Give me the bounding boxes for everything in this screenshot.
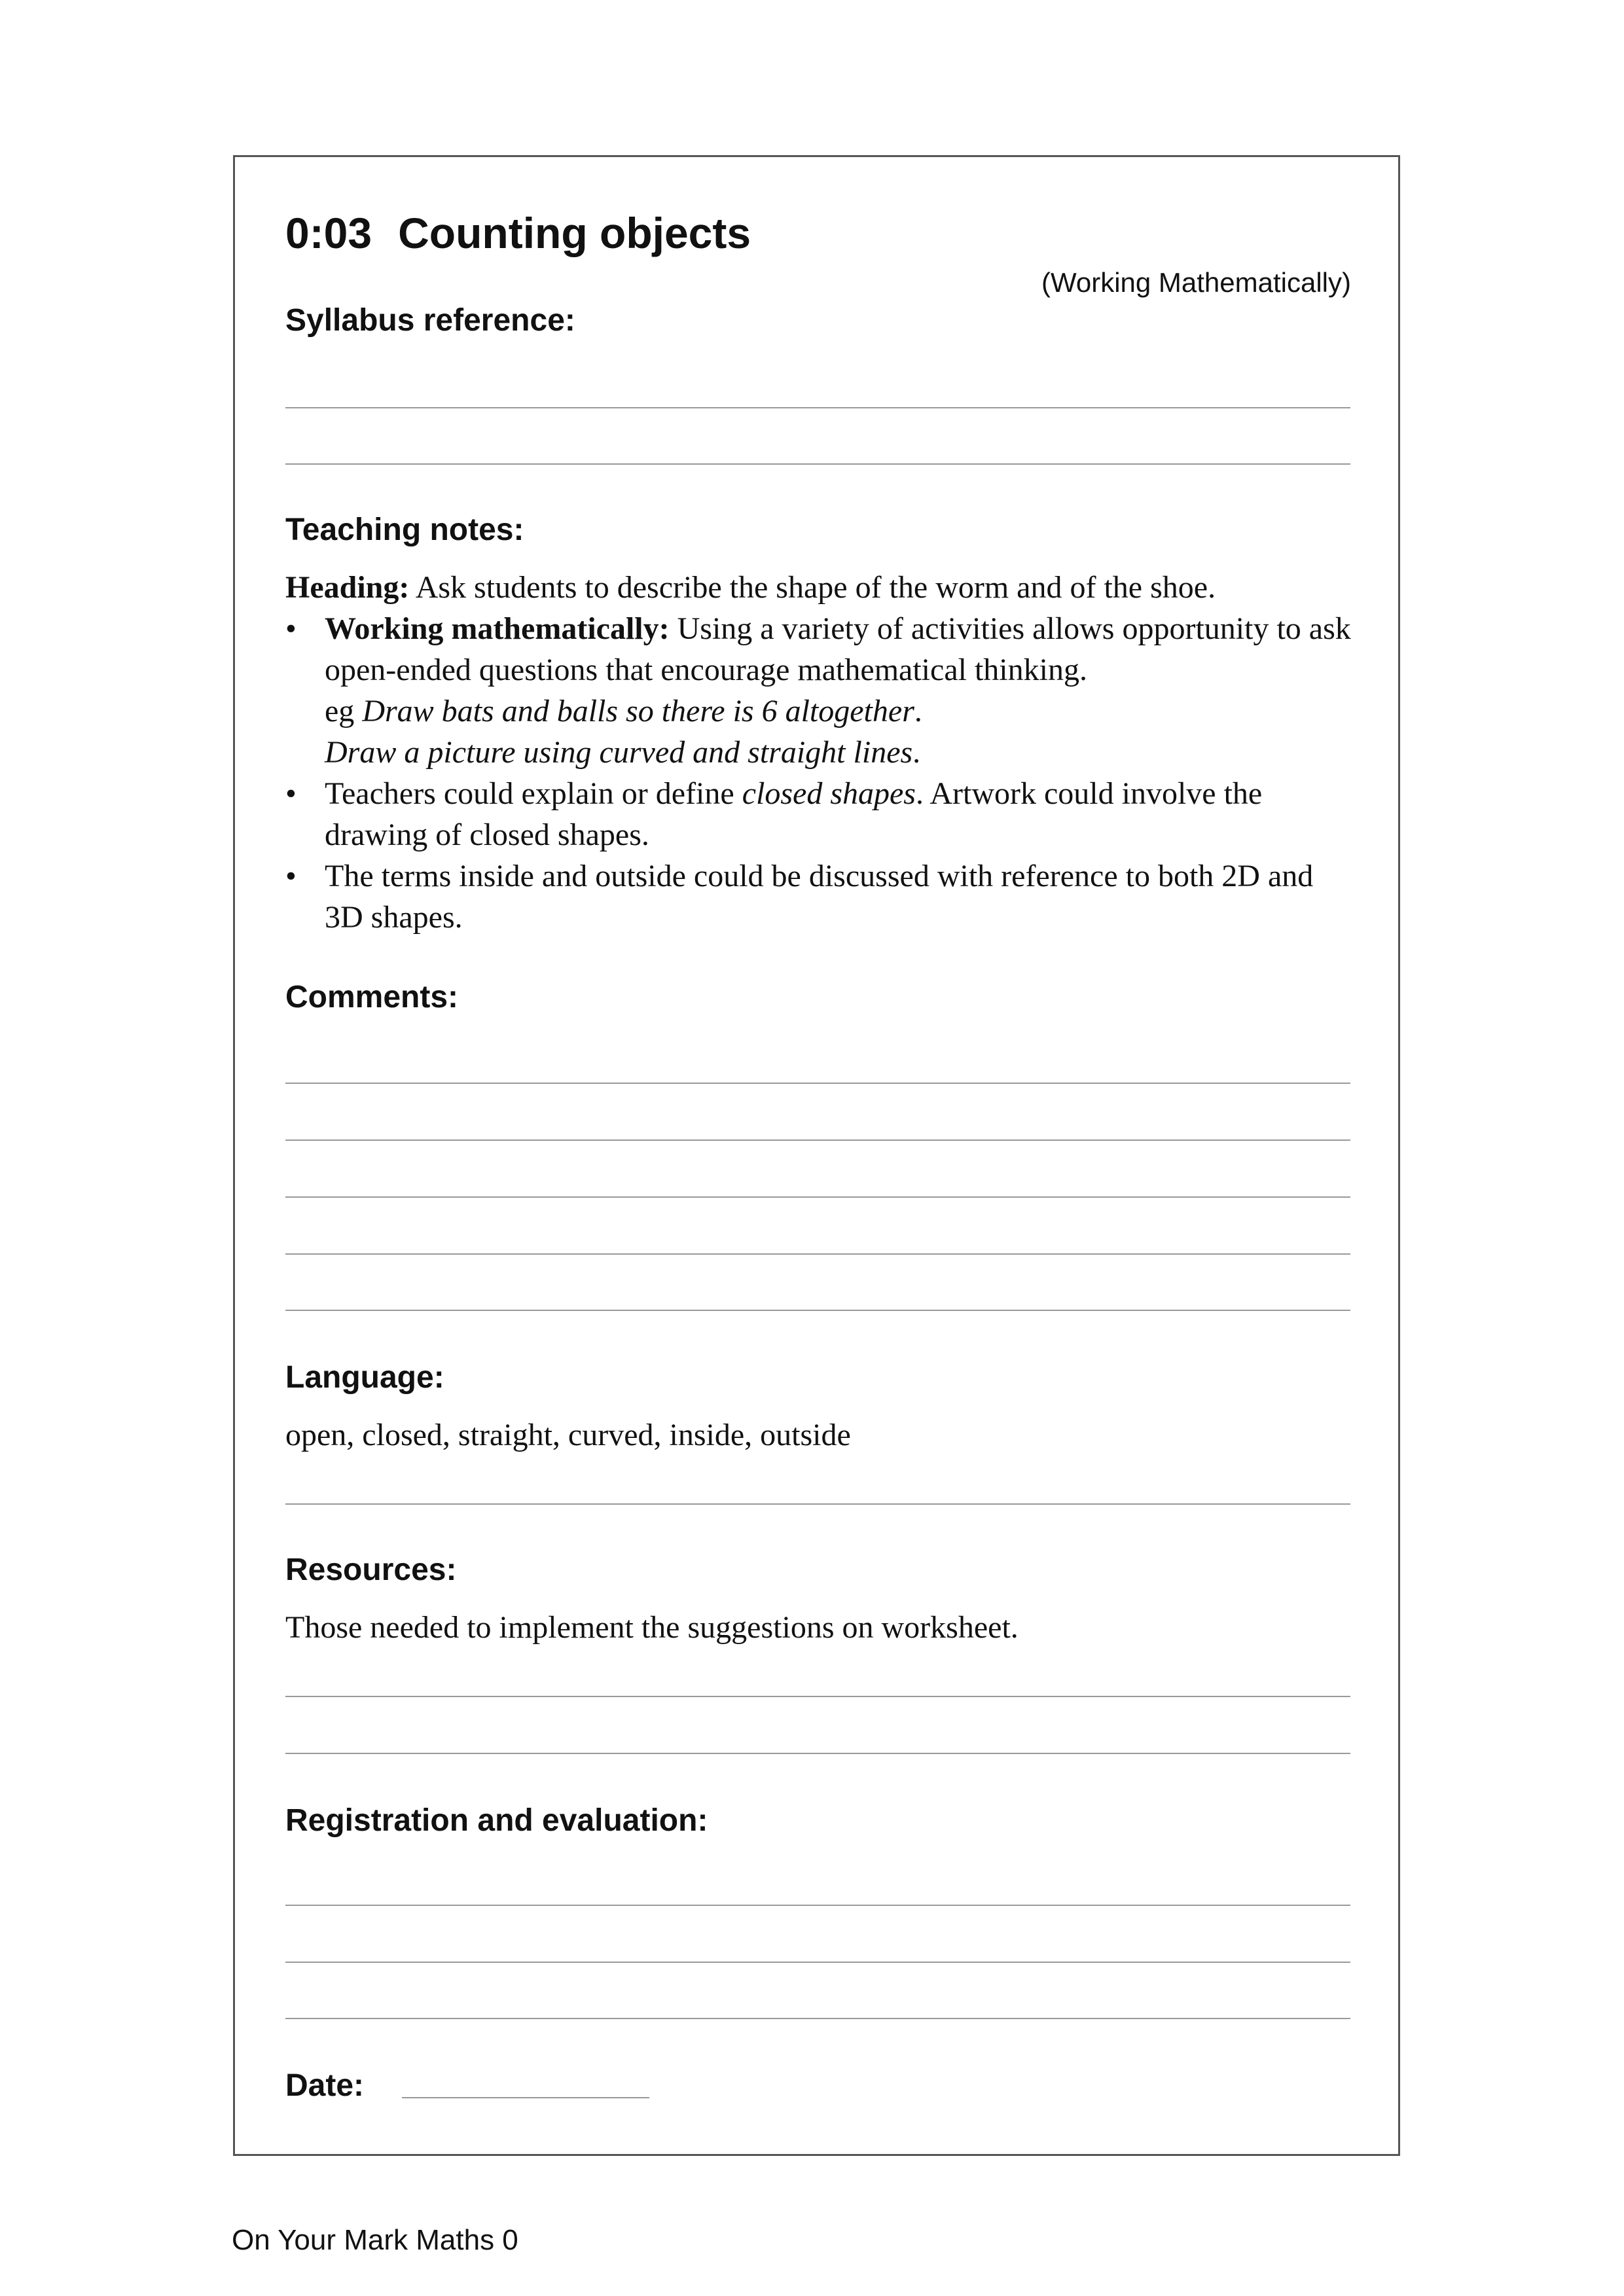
bullet-icon: • — [285, 859, 297, 893]
syllabus-write-line[interactable] — [285, 407, 1350, 408]
syllabus-write-line[interactable] — [285, 463, 1350, 465]
comments-write-line[interactable] — [285, 1196, 1350, 1198]
language-heading: Language: — [285, 1360, 444, 1395]
list-item — [285, 773, 1352, 855]
resources-text: Those needed to implement the suggestions on worksheet. — [285, 1610, 1019, 1645]
comments-write-line[interactable] — [285, 1253, 1350, 1255]
resources-write-line[interactable] — [285, 1696, 1350, 1697]
resources-write-line[interactable] — [285, 1753, 1350, 1754]
footer-text: On Your Mark Maths 0 — [232, 2224, 518, 2256]
strand-label: (Working Mathematically) — [1041, 267, 1351, 298]
period: . — [912, 735, 921, 770]
language-write-line[interactable] — [285, 1503, 1350, 1505]
comments-write-line[interactable] — [285, 1083, 1350, 1084]
page-title — [285, 208, 751, 258]
section-number: 0:03 — [285, 209, 372, 257]
example-text: Draw a picture using curved and straight lines — [325, 735, 913, 770]
bullet-text: Teachers could explain or define — [325, 776, 742, 811]
teaching-bullets — [285, 608, 1352, 938]
example-text: Draw bats and balls so there is 6 altogether — [362, 694, 914, 728]
bullet-icon: • — [285, 776, 297, 811]
date-write-line[interactable] — [402, 2097, 649, 2098]
teaching-notes-body — [285, 567, 1352, 938]
registration-write-line[interactable] — [285, 1905, 1350, 1906]
registration-write-line[interactable] — [285, 2018, 1350, 2019]
teaching-notes-heading: Teaching notes: — [285, 512, 524, 547]
heading-note-label: Heading: — [285, 570, 410, 605]
date-label: Date: — [285, 2068, 365, 2103]
bullet-text: . Artwork could involve the drawing of closed shapes. — [325, 776, 1263, 852]
heading-note — [285, 567, 1352, 608]
bullet-icon: • — [285, 611, 297, 646]
resources-heading: Resources: — [285, 1552, 457, 1587]
heading-note-text: Ask students to describe the shape of the worm and of the shoe. — [409, 570, 1216, 605]
bullet-italic: closed shapes — [742, 776, 916, 811]
section-title: Counting objects — [398, 209, 751, 257]
registration-write-line[interactable] — [285, 1962, 1350, 1963]
registration-heading: Registration and evaluation: — [285, 1803, 708, 1838]
comments-write-line[interactable] — [285, 1310, 1350, 1311]
period: . — [914, 694, 922, 728]
comments-heading: Comments: — [285, 980, 459, 1014]
syllabus-heading: Syllabus reference: — [285, 303, 575, 338]
comments-write-line[interactable] — [285, 1139, 1350, 1141]
bullet-label: Working mathematically: — [325, 611, 670, 646]
language-text: open, closed, straight, curved, inside, outside — [285, 1418, 851, 1452]
list-item — [285, 855, 1352, 938]
list-item — [285, 608, 1352, 773]
page-frame — [233, 155, 1400, 2156]
bullet-text: Using a variety of activities allows opportunity to ask open-ended questions that encourage mathematical thinking. — [325, 611, 1351, 687]
bullet-text: The terms inside and outside could be discussed with reference to both 2D and 3D shapes. — [325, 859, 1314, 935]
eg-prefix: eg — [325, 694, 363, 728]
